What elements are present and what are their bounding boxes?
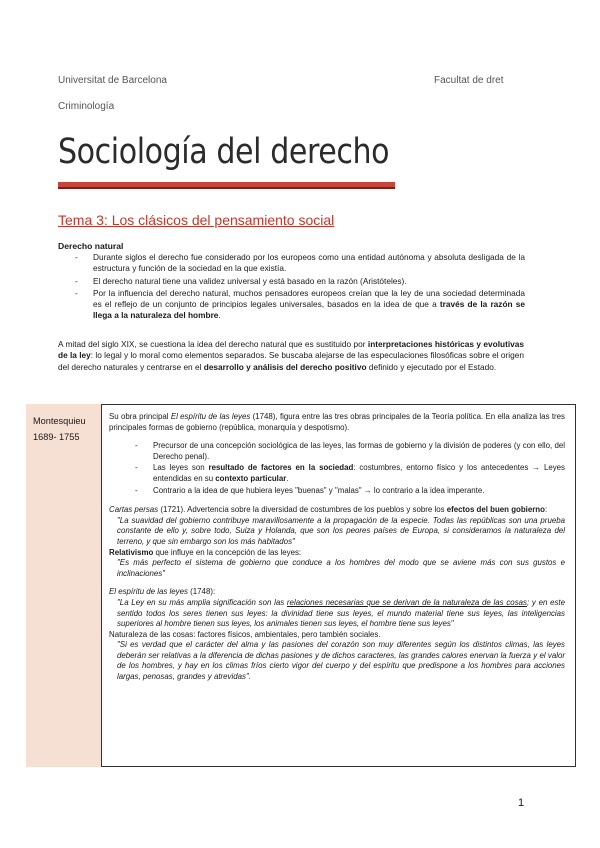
page-title: Sociología del derecho [58,132,390,172]
quote: "La suavidad del gobierno contribuye maravillosamente a la propagación de la especie. Todas las repúblicas son una prueba constante de ello y, sobre todo, Suiza y Holanda, que son los peores países de Europa, si consideramos la naturaleza del terreno, y que sin embargo son los más habitados" [117,515,565,546]
author-name: Montesquieu [33,416,86,426]
quote: "La Ley en su más amplia significación son las relaciones necesarias que se derivan de la naturaleza de las cosas; y en este sentido todos los seres tienen sus leyes: la divinidad tiene sus leyes, el mundo material tiene sus leyes, las inteligencias superiores al hombre tienen sus leyes, los animales tienen sus leyes, el hombre tiene sus leyes" [117,597,565,629]
faculty-name: Facultat de dret [434,75,504,86]
list-item: - Por la influencia del derecho natural, muchos pensadores europeos creían que la ley de una sociedad determinada es el reflejo de un conjunto de principios legales universales, basados en la idea de que a través de la razón se llega a la naturaleza del hombre. [75,287,525,321]
title-divider [58,182,395,189]
author-years: 1689- 1755 [33,432,80,442]
intro-text: Su obra principal El espíritu de las leyes (1748), figura entre las tres obras principales de la Teoría política. En ella analiza las tres principales formas de gobierno (república, monarquía y despotismo). [109,412,565,432]
subject-name: Criminología [58,101,115,112]
list-item: - Durante siglos el derecho fue considerado por los europeos como una entidad autónoma y absoluta desligada de la estructura y función de la sociedad en la que existía. [75,252,525,274]
relativism-text: Relativismo que influye en la concepción de las leyes: [109,547,302,557]
quote: "Si es verdad que el carácter del alma y las pasiones del corazón son muy diferentes según los distintos climas, las leyes deberán ser relativas a la diferencia de dichas pasiones y de dichos caracteres, las grandes calores enervan la fuerza y el valor de los hombres, y hay en los climas fríos cierto vigor del cuerpo y del espíritu que predispone a los hombres para acciones largas, penosas, grandes y atrevidas". [117,640,565,682]
author-column [26,404,102,767]
quote: "Es más perfecto el sistema de gobierno que conduce a los hombres del modo que se aviene más con sus gustos e inclinaciones" [117,558,565,578]
persas-text: Cartas persas (1721). Advertencia sobre la diversidad de costumbres de los pueblos y sobre los efectos del buen gobierno: [109,505,548,515]
list-item: - Precursor de una concepción sociológica de las leyes, las formas de gobierno y la división de poderes (y con ello, del Derecho penal). [135,441,565,461]
list-item: - Las leyes son resultado de factores en la sociedad: costumbres, entorno físico y los antecedentes → Leyes entendidas en su contexto particular. [135,463,565,483]
university-name: Universitat de Barcelona [58,75,167,86]
list-item: - Contrario a la idea de que hubiera leyes "buenas" y "malas" → lo contrario a la idea imperante. [135,485,485,495]
list-item: - El derecho natural tiene una validez universal y está basado en la razón (Aristóteles). [75,275,407,286]
espiritu-text: El espíritu de las leyes (1748): [109,587,216,597]
author-cell [33,413,86,445]
author-content [109,412,565,683]
natural-law-heading: Derecho natural [58,241,124,251]
contribution-list [135,441,565,496]
natural-law-list [75,252,525,323]
section-title: Tema 3: Los clásicos del pensamiento social [58,212,335,228]
page-number: 1 [518,797,525,809]
nature-text: Naturaleza de las cosas: factores físicos, ambientales, pero también sociales. [109,629,381,639]
body-paragraph: A mitad del siglo XIX, se cuestiona la idea del derecho natural que es sustituido por interpretaciones históricas y evolutivas de la ley: lo legal y lo moral como elementos separados. Se buscaba alejarse de las especulaciones filosóficas sobre el origen del derecho naturales y centrarse en el desarrollo y análisis del derecho positivo definido y ejecutado por el Estado. [58,339,524,372]
